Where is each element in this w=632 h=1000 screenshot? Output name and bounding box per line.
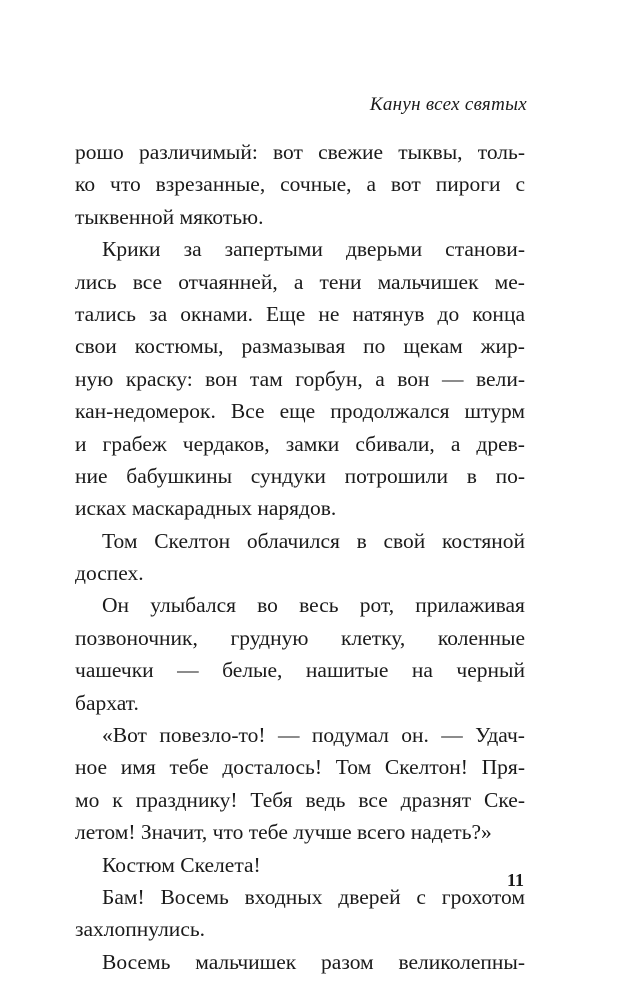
word: грудную [230, 625, 309, 650]
word: имя [120, 755, 156, 780]
word: ное [75, 755, 108, 780]
word: дразнят [400, 787, 472, 812]
word: Он [102, 593, 130, 618]
word: а [293, 269, 304, 294]
word: по [363, 334, 386, 359]
text-line [75, 168, 525, 200]
word: все [132, 269, 163, 294]
word: Еще [266, 301, 306, 326]
word: краску: [125, 366, 193, 391]
text-line [75, 363, 525, 395]
word: — [441, 723, 463, 748]
word: вот [390, 172, 421, 197]
word: белые, [222, 658, 283, 683]
word: Восемь [102, 949, 171, 974]
word: по- [495, 463, 525, 488]
word: на [411, 658, 433, 683]
word: ко [75, 172, 96, 197]
text-line [75, 136, 525, 168]
word: вот [273, 140, 303, 164]
word: мо [75, 787, 100, 812]
word: сундуки [250, 463, 326, 488]
text-line [75, 751, 525, 783]
word: Скелтон! [384, 755, 468, 780]
word: Крики [102, 237, 161, 262]
word: лись [75, 269, 117, 294]
text-line [75, 266, 525, 298]
text-line [75, 719, 525, 751]
word: древ- [476, 431, 525, 456]
word: дверей [338, 884, 401, 909]
text-line [75, 589, 525, 621]
word: — [277, 723, 300, 748]
word: свой [383, 528, 426, 553]
word: грохотом [441, 884, 525, 909]
word: дверьми [345, 237, 423, 262]
text-line [75, 622, 525, 654]
word: а [366, 172, 377, 197]
word: рошо [75, 140, 124, 164]
word: Том [102, 528, 138, 553]
word: различимый: [138, 140, 258, 164]
word: все [358, 787, 388, 812]
word: — [177, 658, 199, 683]
word: натянув [352, 301, 425, 326]
word: «Вот [102, 723, 147, 748]
word: и [75, 431, 87, 456]
text-line [75, 460, 525, 492]
word: а [450, 431, 461, 456]
word: Все [230, 399, 265, 424]
text-line: Костюм Скелета! [102, 852, 261, 877]
text-line [75, 784, 525, 816]
word: входных [244, 884, 323, 909]
word: пироги [435, 172, 501, 197]
text-line [75, 654, 525, 686]
word: еще [279, 399, 316, 424]
word: повезло-то! [159, 723, 266, 748]
word: с [515, 172, 525, 197]
word: продолжался [330, 399, 450, 424]
text-line: летом! Значит, что тебе лучше всего надеть?» [75, 820, 492, 845]
word: чердаков, [182, 431, 270, 456]
word: Восемь [160, 884, 229, 909]
text-line: доспех. [75, 561, 144, 586]
word: взрезанные, [155, 172, 266, 197]
word: вон [205, 366, 238, 391]
word: во [257, 593, 278, 618]
word: облачился [246, 528, 340, 553]
text-line [75, 395, 525, 427]
text-line [75, 330, 525, 362]
word: что [110, 172, 141, 197]
word: толь- [477, 140, 525, 164]
word: подумал [311, 723, 389, 748]
body-text [75, 136, 525, 978]
word: в [356, 528, 367, 553]
word: размазывая [241, 334, 346, 359]
word: а [375, 366, 385, 391]
word: великолепны- [398, 949, 525, 974]
word: ме- [494, 269, 525, 294]
word: вон [397, 366, 430, 391]
word: мальчишек [377, 269, 479, 294]
word: ние [75, 463, 108, 488]
word: грабеж [102, 431, 167, 456]
word: замки [285, 431, 340, 456]
word: Тебя [250, 787, 293, 812]
running-head: Канун всех святых [369, 94, 527, 115]
text-line: бархат. [75, 690, 139, 715]
word: потрошили [344, 463, 449, 488]
word: прилаживая [415, 593, 525, 618]
word: он. [401, 723, 429, 748]
word: клетку, [341, 625, 406, 650]
word: вели- [476, 366, 525, 391]
word: кан-недомерок. [75, 399, 216, 424]
word: в [466, 463, 477, 488]
word: тебе [169, 755, 209, 780]
word: чашечки [75, 658, 154, 683]
word: позвоночник, [75, 625, 198, 650]
word: разом [321, 949, 374, 974]
text-line [75, 881, 525, 913]
word: запертыми [224, 237, 323, 262]
word: до [437, 301, 460, 326]
word: тыквы, [398, 140, 463, 164]
word: отчаянней, [178, 269, 278, 294]
text-line: исках маскарадных нарядов. [75, 496, 337, 521]
word: там [249, 366, 283, 391]
word: черный [456, 658, 525, 683]
word: не [318, 301, 340, 326]
word: коленные [437, 625, 525, 650]
word: сочные, [280, 172, 352, 197]
word: бабушкины [126, 463, 233, 488]
word: улыбался [150, 593, 237, 618]
word: рот, [359, 593, 395, 618]
word: к [112, 787, 123, 812]
text-line [75, 428, 525, 460]
word: мальчишек [195, 949, 297, 974]
word: ведь [305, 787, 346, 812]
word: свои [75, 334, 117, 359]
word: за [183, 237, 202, 262]
word: досталось! [222, 755, 323, 780]
word: Удач- [475, 723, 525, 748]
word: Бам! [102, 884, 145, 909]
word: костяной [442, 528, 525, 553]
word: Пря- [481, 755, 525, 780]
text-line [75, 946, 525, 978]
word: штурм [464, 399, 525, 424]
word: конца [472, 301, 525, 326]
word: Том [335, 755, 372, 780]
word: нашитые [305, 658, 389, 683]
word: сбивали, [355, 431, 435, 456]
text-line: захлопнулись. [75, 917, 206, 942]
text-line: тыквенной мякотью. [75, 204, 264, 229]
word: станови- [445, 237, 525, 262]
text-line [75, 233, 525, 265]
word: Ске- [484, 787, 525, 812]
word: за [149, 301, 168, 326]
word: — [442, 366, 464, 391]
word: ную [75, 366, 114, 391]
text-line [75, 298, 525, 330]
word: жир- [480, 334, 525, 359]
word: окнами. [180, 301, 253, 326]
word: свежие [318, 140, 384, 164]
word: тени [319, 269, 362, 294]
word: горбун, [295, 366, 363, 391]
text-line [75, 525, 525, 557]
word: щекам [403, 334, 463, 359]
word: костюмы, [134, 334, 224, 359]
page-number: 11 [506, 870, 524, 890]
word: тались [75, 301, 136, 326]
word: Скелтон [154, 528, 231, 553]
word: празднику! [135, 787, 238, 812]
word: весь [299, 593, 339, 618]
word: с [416, 884, 426, 909]
